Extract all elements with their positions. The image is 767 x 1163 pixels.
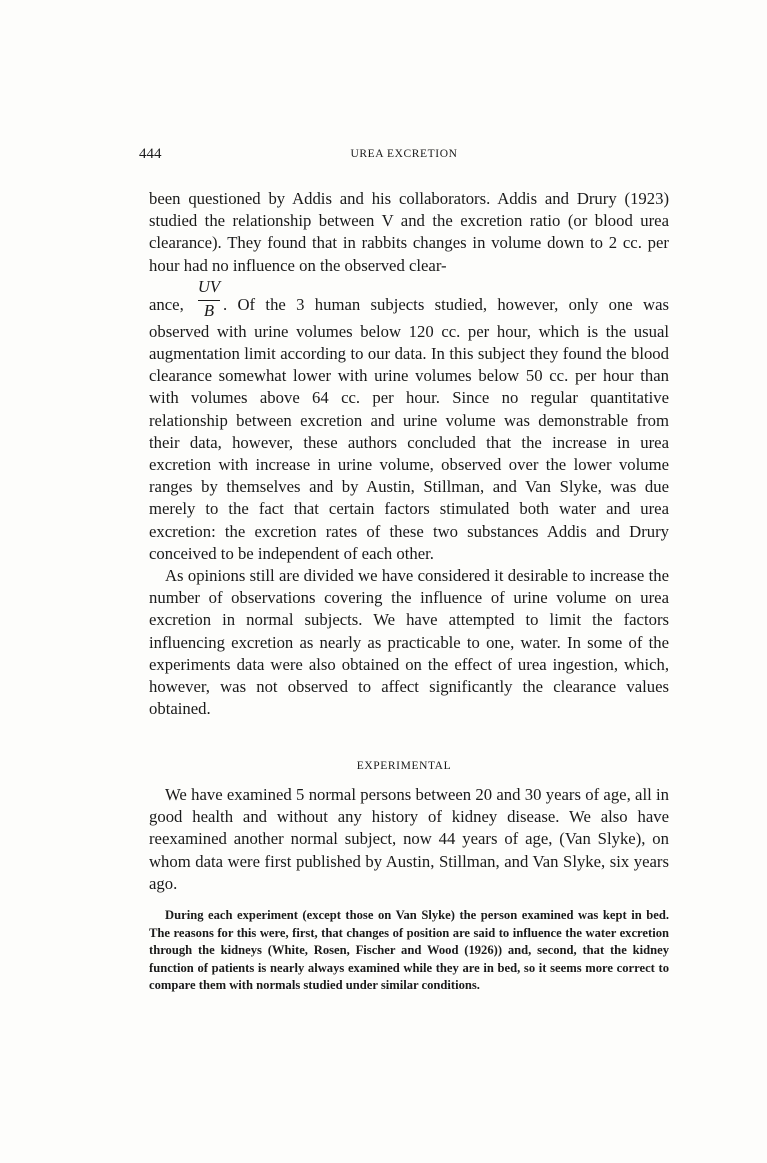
paragraph-4: During each experiment (except those on Van Slyke) the person examined was kept in bed. The reasons for this were, first, that changes of position are said to influence the water excretion through the kidneys (White, Rosen, Fischer and Wood (1926)) and, second, that the kidney function of patients is nearly always examined while they are in bed, so it seems more correct to compare them with normals studied under similar conditions. [149,908,669,993]
fraction-prefix: ance, [149,294,184,314]
small-print-text [149,907,669,995]
fraction-numerator: UV [197,276,221,296]
fraction-line [149,277,669,321]
section-heading: EXPERIMENTAL [356,760,452,772]
clearance-fraction [197,277,221,321]
paragraph-2: As opinions still are divided we have considered it desirable to increase the number of observations covering the influence of urine volume on urea excretion in normal subjects. We have attempted to limit the factors influencing excretion as nearly as practicable to one, water. In some of the experiments data were also obtained on the effect of urea ingestion, which, however, was not observed to affect significantly the clearance values obtained. [149,566,669,719]
experimental-text [149,784,669,895]
fraction-denominator: B [203,300,215,320]
main-text [149,188,669,720]
paragraph-1-part-2: observed with urine volumes below 120 cc. per hour, which is the usual augmentation limit according to our data. In this subject they found the blood clearance somewhat lower with urine volumes below 50 cc. per hour than with volumes above 64 cc. per hour. Since no regular quantitative relationship between excretion and urine volume was demonstrable from their data, however, these authors concluded that the increase in urea excretion with increase in urine volume, observed over the lower volume ranges by themselves and by Austin, Stillman, and Van Slyke, was due merely to the fact that certain factors stimulated both water and urea excretion: the excretion rates of these two substances Addis and Drury conceived to be independent of each other. [149,321,669,563]
paragraph-3: We have examined 5 normal persons between 20 and 30 years of age, all in good health and without any history of kidney disease. We also have reexamined another normal subject, now 44 years of age, (Van Slyke), on whom data were first published by Austin, Stillman, and Van Slyke, six years ago. [149,785,669,893]
fraction-suffix: . Of the 3 human subjects studied, however, only one was [223,294,669,314]
running-title: UREA EXCRETION [350,148,458,160]
page-number: 444 [139,146,162,162]
paragraph-1-part-1: been questioned by Addis and his collaborators. Addis and Drury (1923) studied the relationship between V and the excretion ratio (or blood urea clearance). They found that in rabbits changes in volume down to 2 cc. per hour had no influence on the observed clear- [149,189,669,275]
page-header [139,146,669,166]
